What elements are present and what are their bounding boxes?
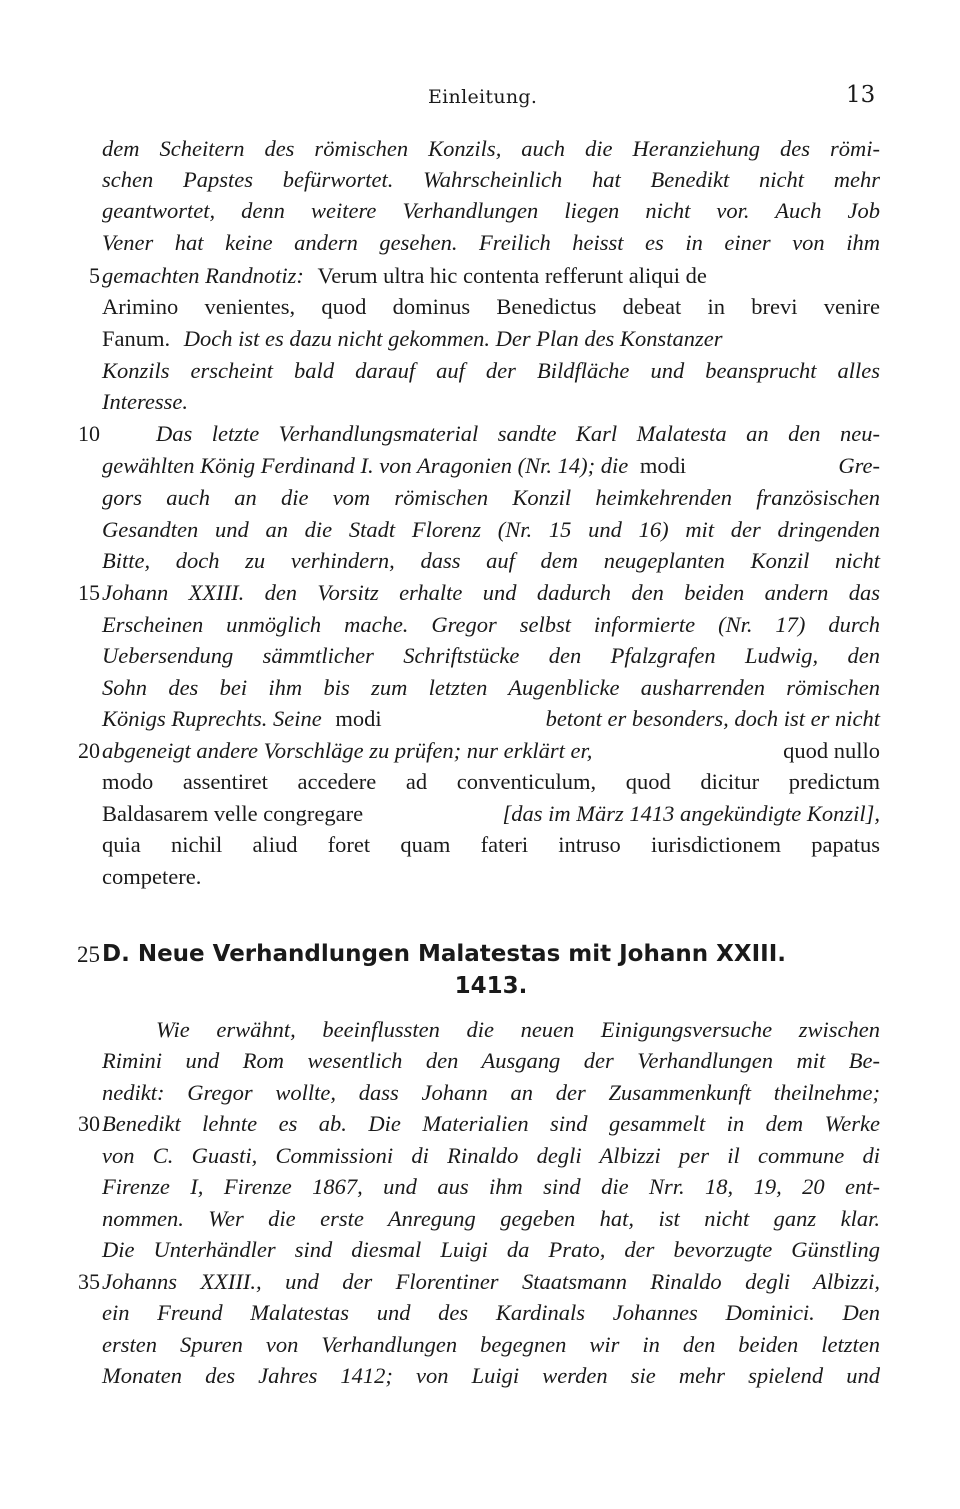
text-line: ein Freund Malatestas und des Kardinals Johannes Dominici. Den (102, 1300, 880, 1325)
text-line: Interesse. (102, 389, 189, 414)
text-line: nommen. Wer die erste Anregung gegeben hat, ist nicht ganz klar. (102, 1206, 880, 1231)
italic-run: Königs Ruprechts. Seine (102, 706, 322, 731)
italic-run: abgeneigt andere Vorschläge zu prüfen; nur erklärt er, (102, 738, 593, 763)
latin-word: modi (335, 706, 382, 731)
text-line: Gesandten und an die Stadt Florenz (Nr. 15 und 16) mit der dringenden (102, 517, 880, 542)
text-line: Firenze I, Firenze 1867, und aus ihm sind die Nrr. 18, 19, 20 ent- (102, 1174, 880, 1199)
text-line: Vener hat keine andern gesehen. Freilich heisst es in einer von ihm (102, 230, 880, 255)
italic-run: Doch ist es dazu nicht gekommen. Der Plan des Konstanzer (183, 326, 723, 351)
text-line: Bitte, doch zu verhindern, dass auf dem neugeplanten Konzil nicht (102, 548, 880, 573)
text-line: Monaten des Jahres 1412; von Luigi werden sie mehr spielend und (102, 1363, 880, 1388)
text-line: schen Papstes befürwortet. Wahrscheinlich hat Benedikt nicht mehr (102, 167, 880, 192)
text-line (102, 323, 880, 355)
text-line: Erscheinen unmöglich mache. Gregor selbst informierte (Nr. 17) durch (102, 612, 880, 637)
section-heading-year: 1413. (454, 973, 528, 999)
line-number: 10 (78, 421, 100, 446)
text-line: Uebersendung sämmtlicher Schriftstücke den Pfalzgrafen Ludwig, den (102, 643, 880, 668)
text-line (102, 703, 880, 735)
text-line: Konzils erscheint bald darauf auf der Bildfläche und beansprucht alles (102, 358, 880, 383)
line-number: 20 (78, 738, 100, 763)
text-line: nedikt: Gregor wollte, dass Johann an der Zusammenkunft theilnehme; (102, 1080, 880, 1105)
italic-run: gemachten Randnotiz: (102, 263, 304, 288)
text-line: modo assentiret accedere ad conventiculum, quod dicitur predictum (102, 769, 880, 794)
text-line: dem Scheitern des römischen Konzils, auch die Heranziehung des römi- (102, 136, 880, 161)
line-number: 15 (78, 580, 100, 605)
text-line: competere. (102, 864, 202, 889)
italic-run: betont er besonders, doch ist er nicht (545, 706, 880, 731)
text-line: Rimini und Rom wesentlich den Ausgang der Verhandlungen mit Be- (102, 1048, 880, 1073)
text-line (102, 735, 880, 767)
text-line: Sohn des bei ihm bis zum letzten Augenblicke ausharrenden römischen (102, 675, 880, 700)
editorial-note: [das im März 1413 angekündigte Konzil], (502, 801, 880, 826)
line-number: 35 (78, 1269, 100, 1294)
line-number: 30 (78, 1111, 100, 1136)
text-line: von C. Guasti, Commissioni di Rinaldo degli Albizzi per il commune di (102, 1143, 880, 1168)
text-line: Das letzte Verhandlungsmaterial sandte Karl Malatesta an den neu- (156, 421, 880, 446)
text-line (102, 260, 880, 292)
text-line (102, 798, 880, 830)
text-line: Johann XXIII. den Vorsitz erhalte und dadurch den beiden andern das (102, 580, 880, 605)
text-line: Benedikt lehnte es ab. Die Materialien sind gesammelt in dem Werke (102, 1111, 880, 1136)
text-line: quia nichil aliud foret quam fateri intruso iurisdictionem papatus (102, 832, 880, 857)
line-number: 25 (77, 942, 100, 967)
text-line: geantwortet, denn weitere Verhandlungen liegen nicht vor. Auch Job (102, 198, 880, 223)
italic-run: gewählten König Ferdinand I. von Aragonien (Nr. 14); die (102, 453, 629, 478)
text-line: Arimino venientes, quod dominus Benedictus debeat in brevi venire (102, 294, 880, 319)
text-line (102, 450, 880, 482)
italic-run: Gre- (838, 453, 880, 478)
line-number: 5 (89, 263, 100, 288)
section-heading: D. Neue Verhandlungen Malatestas mit Johann XXIII. (102, 941, 787, 967)
latin-quote: quod nullo (783, 738, 880, 763)
latin-word: modi (639, 453, 687, 478)
page-number: 13 (846, 82, 876, 108)
latin-quote: Verum ultra hic contenta refferunt aliqui de (317, 263, 707, 288)
running-title: Einleitung. (428, 86, 538, 108)
text-line: Johanns XXIII., und der Florentiner Staatsmann Rinaldo degli Albizzi, (102, 1269, 880, 1294)
latin-quote: Baldasarem velle congregare (102, 801, 364, 826)
latin-quote: Fanum. (102, 326, 171, 351)
text-line: Die Unterhändler sind diesmal Luigi da Prato, der bevorzugte Günstling (102, 1237, 880, 1262)
text-line: gors auch an die vom römischen Konzil heimkehrenden französischen (102, 485, 880, 510)
text-line: ersten Spuren von Verhandlungen begegnen wir in den beiden letzten (102, 1332, 880, 1357)
text-line: Wie erwähnt, beeinflussten die neuen Einigungsversuche zwischen (156, 1017, 880, 1042)
running-header (0, 82, 960, 116)
